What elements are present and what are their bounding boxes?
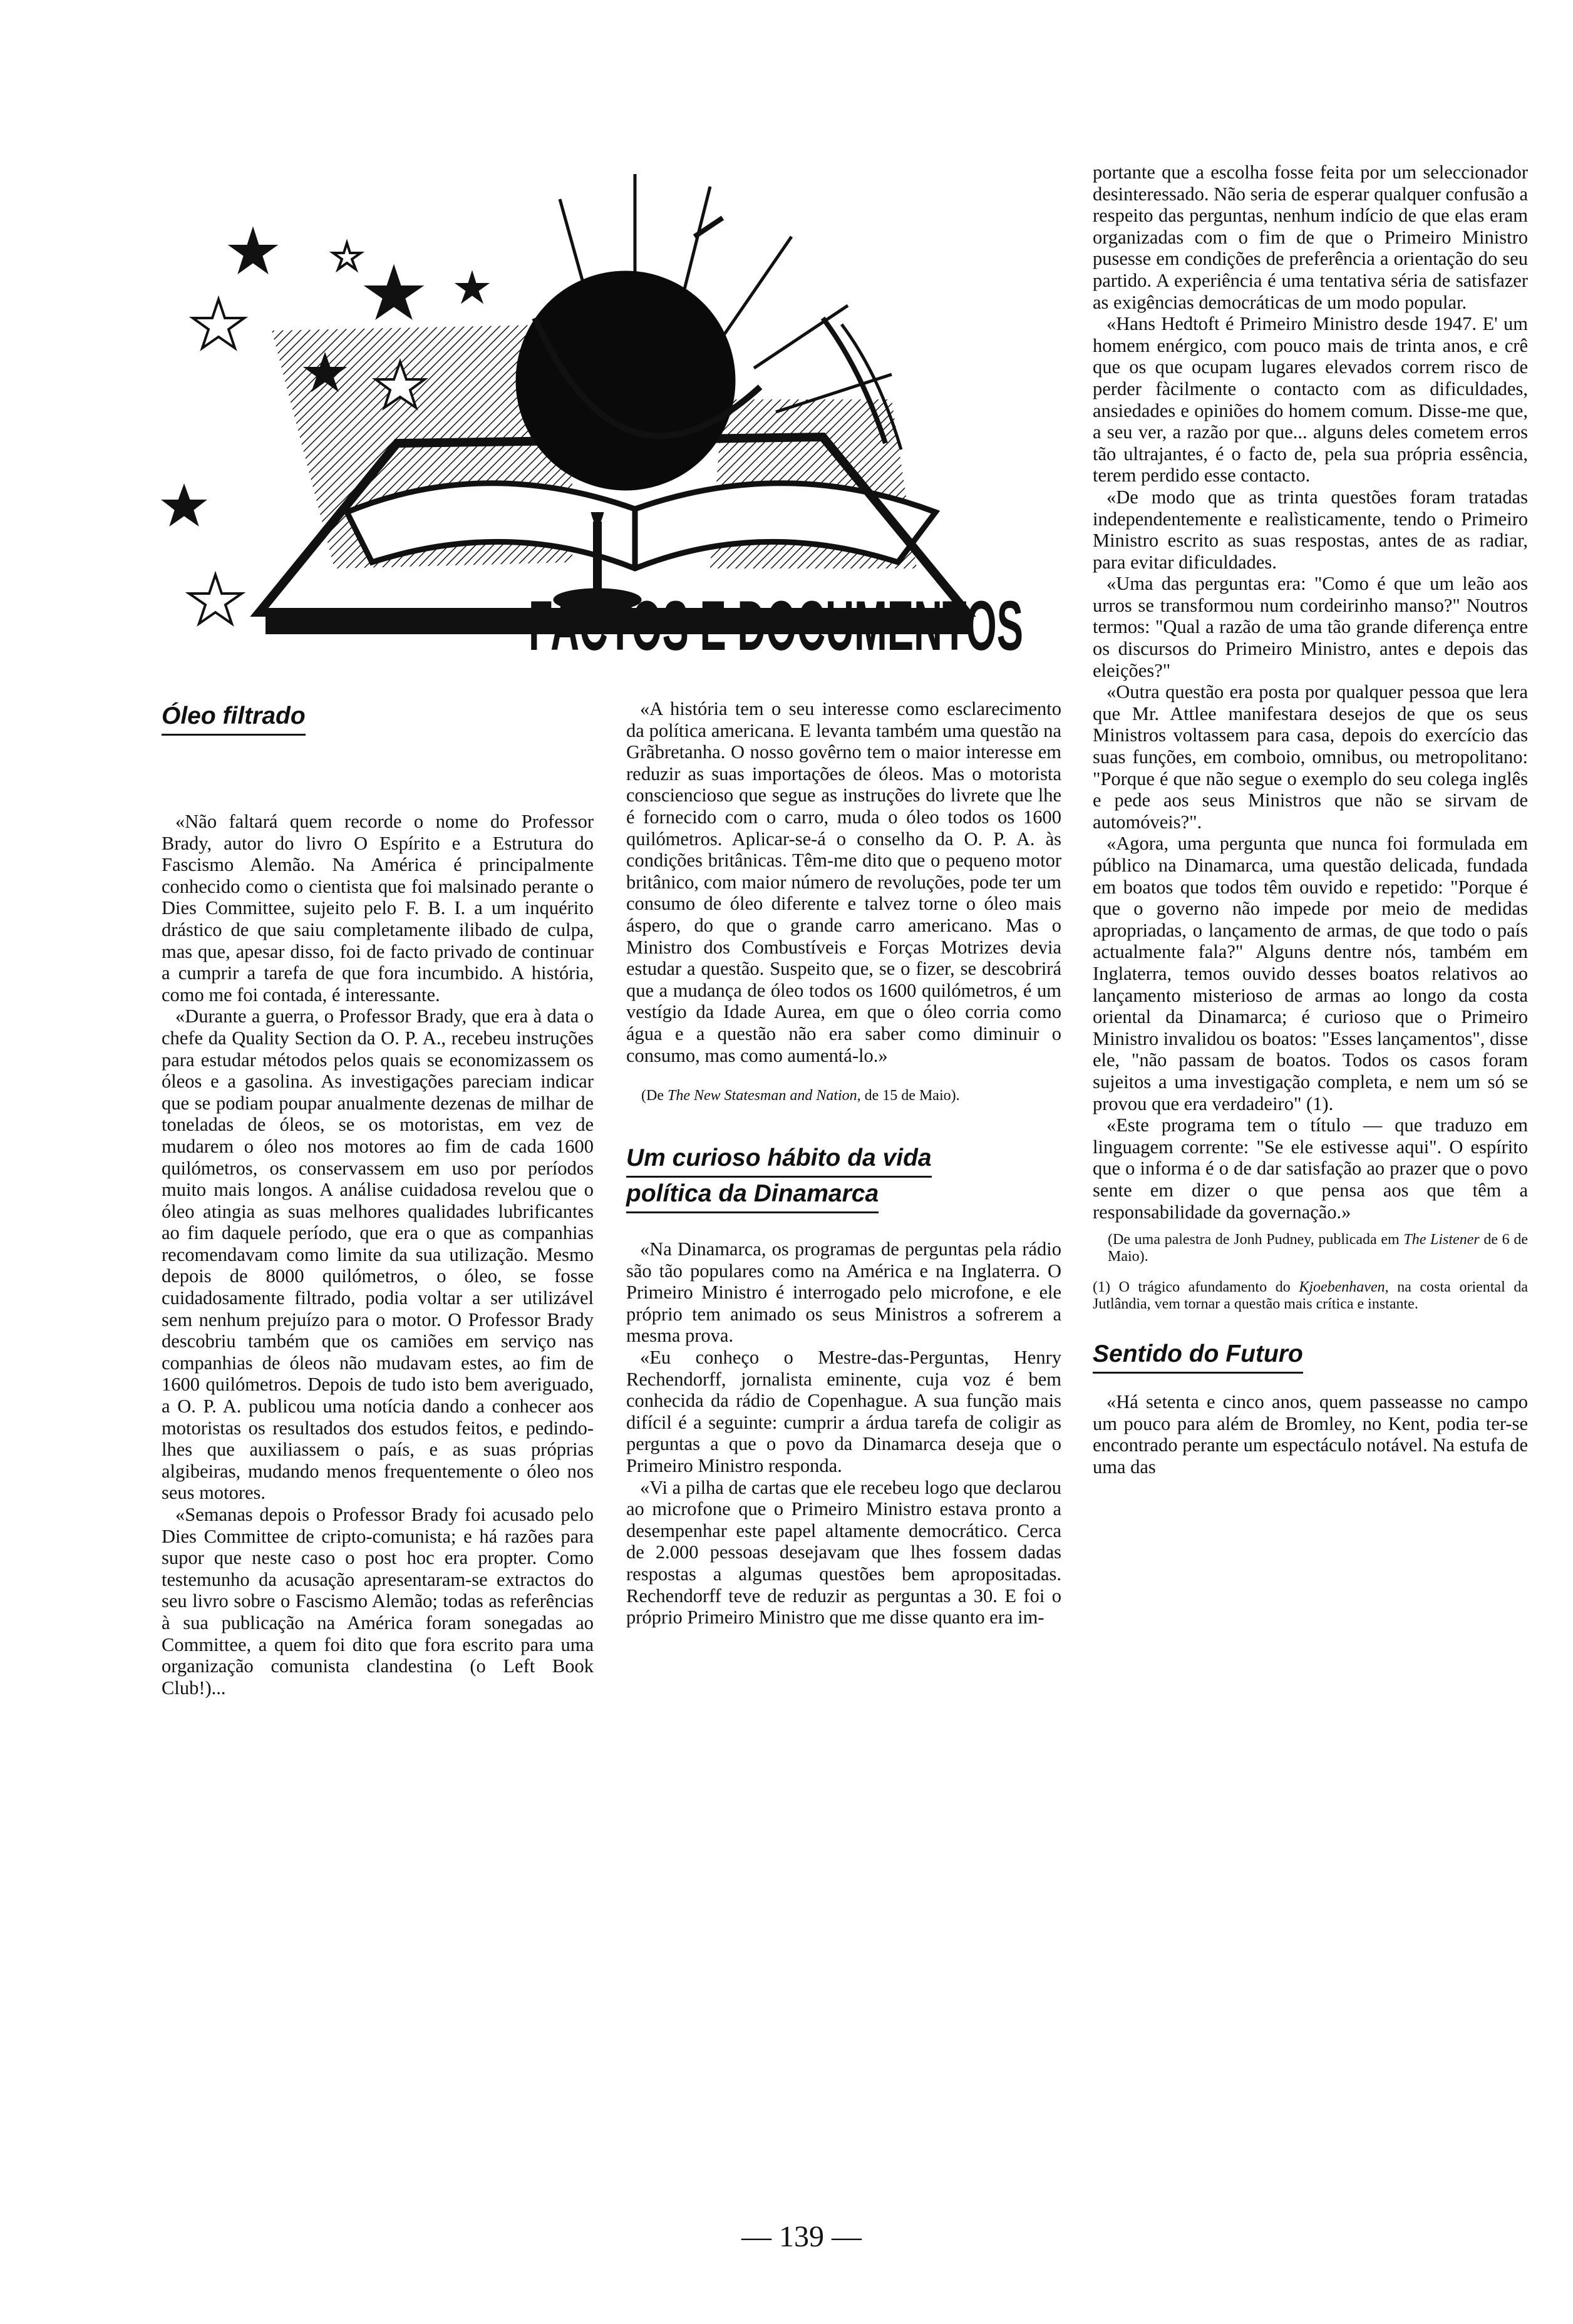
column-2 (626, 698, 1061, 1628)
paragraph: portante que a escolha fosse feita por um seleccionador desinteressado. Não seria de esperar qualquer confusão a respeito das perguntas, nenhum indício de que elas eram organizadas com o fim de que o Primeiro Ministro pusesse em condições de preferência a orientação do seu partido. A experiência é uma tentativa séria de satisfazer as exigências democráticas de um modo popular. (1093, 162, 1528, 313)
footnote: (1) O trágico afundamento do Kjoebenhaven, na costa oriental da Jutlândia, vem tornar a questão mais crítica e instante. (1093, 1279, 1529, 1313)
paragraph: «Há setenta e cinco anos, quem passeasse no campo um pouco para além de Bromley, no Kent, podia ter-se encontrado perante um espectáculo notável. Na estufa de uma das (1093, 1391, 1528, 1478)
paragraph: «Não faltará quem recorde o nome do Professor Brady, autor do livro O Espírito e a Estrutura do Fascismo Alemão. Na América é principalmente conhecido como o cientista que foi malsinado perante o Dies Committee, sujeito pelo F. B. I. a um inquérito drástico de que saiu completamente ilibado de culpa, mas que, apesar disso, foi de facto privado de continuar a cumprir a tarefa de que fora incumbido. A história, como me foi contada, é interessante. (162, 811, 594, 1005)
paragraph: «Na Dinamarca, os programas de perguntas pela rádio são tão populares como na América e na Inglaterra. O Primeiro Ministro é interrogado pelo microfone, e ele próprio tem animado os seus Ministros a sofrerem a mesma prova. (626, 1238, 1061, 1347)
paragraph: «Eu conheço o Mestre-das-Perguntas, Henry Rechendorff, jornalista eminente, cuja voz é bem conhecida da rádio de Copenhague. A sua função mais difícil é a seguinte: cumprir a árdua tarefa de coligir as perguntas a que o povo da Dinamarca deseja que o Primeiro Ministro responda. (626, 1347, 1061, 1477)
banner-illustration (159, 162, 1061, 675)
paragraph: «Durante a guerra, o Professor Brady, que era à data o chefe da Quality Section da O. P. A., recebeu instruções para estudar métodos pelos quais se economizassem os óleos e a gasolina. As investigações pareciam indicar que se podiam poupar anualmente dezenas de milhar de toneladas de óleos, se os motoristas, em vez de mudarem o óleo nos motores ao fim de cada 1600 quilómetros, os conservassem em uso por períodos muito mais longos. A análise cuidadosa revelou que o óleo atingia as suas melhores qualidades lubrificantes ao fim daquele período, que era o que as companhias recomendavam como limite da sua utilização. Mesmo depois de 8000 quilómetros, o óleo, se fosse cuidadosamente filtrado, podia voltar a ser utilizável sem nenhum prejuízo para o motor. O Professor Brady descobriu também que os camiões em serviço nas companhias de óleos não mudavam estes, ao fim de 1600 quilómetros. Depois de tudo isto bem averiguado, a O. P. A. publicou uma notícia dando a conhecer aos motoristas os resultados dos estudos feitos, e pedindo-lhes que auxiliassem o país, e as suas próprias algibeiras, mudando menos frequentemente o óleo nos seus motores. (162, 1005, 594, 1504)
paragraph: «Uma das perguntas era: "Como é que um leão aos urros se transformou num cordeirinho manso?" Noutros termos: "Qual a razão de uma tão grande diferença entre os discursos do Primeiro Ministro, antes e depois das eleições?" (1093, 573, 1528, 681)
paragraph: «De modo que as trinta questões foram tratadas independentemente e realìsticamente, tendo o Primeiro Ministro escrito as suas respostas, antes de as radiar, para evitar dificuldades. (1093, 486, 1528, 573)
column-1 (162, 700, 594, 1699)
paragraph: «Este programa tem o título — que traduzo em linguagem corrente: "Se ele estivesse aqui". O espírito que o informa é o de dar satisfação ao prazer que o povo sente em dizer o que pensa aos que têm a responsabilidade da governação.» (1093, 1114, 1528, 1223)
paragraph: «Agora, uma pergunta que nunca foi formulada em público na Dinamarca, uma questão delicada, fundada em boatos que todos têm ouvido e repetido: "Porque é que o governo não impede por meio de medidas apropriadas, o lançamento de armas, de que todo o país actualmente fala?" Alguns dentre nós, também em Inglaterra, temos ouvido desses boatos relativos ao lançamento misterioso de armas ao longo da costa oriental da Dinamarca; é curioso que o Primeiro Ministro invalidou os boatos: "Esses lançamentos", disse ele, "não passam de boatos. Todos os casos foram sujeitos a uma investigação completa, e nem um só se provou que era verdadeiro" (1). (1093, 833, 1528, 1114)
column-3 (1093, 162, 1528, 1478)
source-citation: (De uma palestra de Jonh Pudney, publicada em The Listener de 6 de Maio). (1108, 1231, 1529, 1265)
paragraph: «A história tem o seu interesse como esclarecimento da política americana. E levanta também uma questão na Grãbretanha. O nosso govêrno tem o maior interesse em reduzir as suas importações de óleos. Mas o motorista consciencioso que segue as instruções do livrete que lhe é fornecido com o carro, muda o óleo todos os 1600 quilómetros. Aplicar-se-á o conselho da O. P. A. às condições britânicas. Têm-me dito que o pequeno motor britânico, com maior número de revoluções, pode ter um consumo de óleo diferente e talvez torne o óleo mais áspero, do que o grande carro americano. Mas o Ministro dos Combustíveis e Forças Motrizes devia estudar a questão. Suspeito que, se o fizer, se descobrirá que a mudança de óleo todos os 1600 quilómetros, é um vestígio da Idade Aurea, em que o óleo corria como água e a questão não era saber como diminuir o consumo, mas como aumentá-lo.» (626, 698, 1061, 1066)
page-number: — 139 — (741, 2220, 862, 2253)
section-title-dinamarca-line2: política da Dinamarca (626, 1178, 879, 1213)
section-title-sentido-do-futuro: Sentido do Futuro (1093, 1338, 1303, 1374)
banner-title: FACTOS E DOCUMENTOS (529, 587, 1023, 665)
source-citation: (De The New Statesman and Nation, de 15 de Maio). (641, 1087, 960, 1104)
paragraph: «Outra questão era posta por qualquer pessoa que lera que Mr. Attlee manifestara desejos de que os seus Ministros voltassem para casa, depois do exercício das suas funções, em comboio, omnibus, ou metropolitano: "Porque é que não segue o exemplo do seu colega inglês e pede aos seus Ministros que não se sirvam de automóveis?". (1093, 681, 1528, 833)
paragraph: «Hans Hedtoft é Primeiro Ministro desde 1947. E' um homem enérgico, com pouco mais de trinta anos, e crê que os que ocupam lugares elevados correm risco de perder fàcilmente o contacto com as dificuldades, ansiedades e opiniões do homem comum. Disse-me que, a seu ver, a razão por que... alguns deles cometem erros tão ultrajantes, é o facto de, pela sua própria essência, terem perdido esse contacto. (1093, 313, 1528, 486)
paragraph: «Vi a pilha de cartas que ele recebeu logo que declarou ao microfone que o Primeiro Ministro estava pronto a desempenhar este papel altamente democrático. Cerca de 2.000 pessoas desejavam que lhes fossem dadas respostas a algumas questões bem apropositadas. Rechendorff teve de reduzir as perguntas a 30. E foi o próprio Primeiro Ministro que me disse quanto era im- (626, 1476, 1061, 1628)
section-title-dinamarca-line1: Um curioso hábito da vida (626, 1142, 932, 1178)
paragraph: «Semanas depois o Professor Brady foi acusado pelo Dies Committee de cripto-comunista; e há razões para supor que neste caso o post hoc era propter. Como testemunho da acusação apresentaram-se extractos do seu livro sobre o Fascismo Alemão; todas as referências à sua publicação na América foram sonegadas ao Committee, a quem foi dito que fora escrito para uma organização comunista clandestina (o Left Book Club!)... (162, 1504, 594, 1699)
section-title-oleo-filtrado: Óleo filtrado (162, 700, 306, 736)
